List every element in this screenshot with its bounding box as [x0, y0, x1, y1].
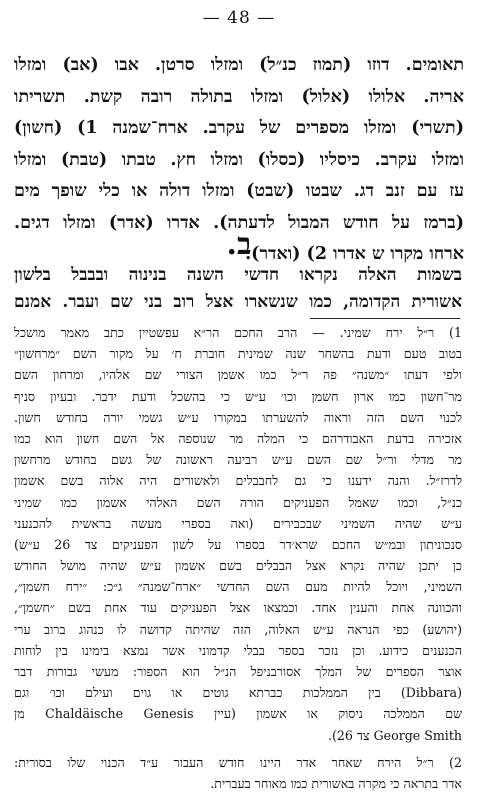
footnote-line: לכנוי השם הזה וראוה להשערתו במקורו ע״ש גשמי יורה בחודש חשון.: [14, 409, 462, 425]
footnote-line: ולפי דעתו ״משנה״ פה ר״ל כמו אשמן הצורי שם אלהיו, ומרחון השם: [14, 367, 462, 383]
footnote-line: והכוונה אחת והענין אחד. וכמצאו אצל הפעניקים עוד אחת בשם ״חשמן״,: [14, 600, 462, 616]
footnote-line: השמיני, ויוכל להיות מעם השם החדשי ״ארח־שמנה״ ג״כ: ״ירח חשמן״,: [14, 579, 462, 595]
section-heading: ב.: [226, 227, 252, 262]
footnote-line: סנכוניתון ובמ״ש החכם שרא׳דר בספרו על לשון הפעניקים צד 26 ע״ש): [14, 536, 462, 552]
footnote-line: 1) ר״ל ירח שמיני. — הרב החכם הר״א עפשטיין כתב מאמר מושכל: [14, 325, 462, 340]
text-line: ארחו מקרו ש אדרו 2) (ואדר).: [245, 244, 464, 264]
text-line: אשורית הקדומה, כמו שנשארו אצל רוב בני שם ועבר. אמנם: [14, 292, 462, 312]
footnote-line: הכנענים כידוע. וכן נזכר בספר בבלי קדמוני אשר נמצא בימינו בין לוחות: [14, 642, 462, 658]
footnote-line: מר־חשון כמו ארון חשמן וכו׳ ע״ש כי בהשכל ודעת ידבר. ובעיון סניף: [14, 388, 462, 404]
text-line: עז עם זנב דג. שבטו (שבט) ומזלו דולה או כלי שופך מים: [14, 181, 464, 201]
text-line: (ברמז על חודש המבול לדעתה). אדרו (אדר) ומזלו דגים.: [14, 212, 464, 233]
text-line: בשמות האלה נקראו חדשי השנה בנינוה ובבבל בלשון: [14, 265, 462, 285]
text-line: תאומים. דוזו (תמוז כנ״ל) ומזלו סרטן. אבו (אב) ומזלו: [14, 55, 464, 75]
footnote-divider: [310, 318, 460, 319]
text-line: ומזלו עקרב. כיסליו (כסלו) ומזלו חץ. טבתו (טבת) ומזלו: [14, 149, 464, 170]
footnote-line: 2) ר״ל הירח שאחר אדר היינו חודש העבור ע״ד הכנוי שלו בסורית:: [14, 754, 462, 770]
footnote-line: אזכירה בדעת האבודרהם כי המלה מר שנוספה אל השם חשון הוא כמו: [14, 430, 462, 446]
footnote-line: (Dibbara) בין הממלכות כברתא גוטים או גוים ועילם וכו׳ וגם: [14, 685, 462, 701]
footnotes: [14, 322, 462, 794]
footnote-line: ע״ש שהיה השמיני שבכבירים (ואה בספרי מעשה בראשית להכנעני: [14, 515, 462, 531]
footnote-line: אוצר הספרים של המלך אסורבניפל הנ״ל הוא הספור: מעשי גבורות דבר: [14, 664, 462, 679]
footnote-line: כן יתכן שהיה נקרא אצל הבבלים בשם אשמון ע״ש שהיה מושל החודש: [14, 558, 462, 574]
page-number: — 48 —: [202, 8, 276, 28]
footnote-line: בטוב טעם ודעת בהשחר שנה שמינית חוברת ח׳ על מקור השם ״מרחשון״: [14, 346, 462, 362]
footnote-line: (יהושע) כפי הנראה ע״ש האלוה, הזה שהיתה קדושה לו כנהוג ברוב ערי: [14, 621, 462, 637]
footnote-line: מר מדלי ור״ל שם השם ע״ש רביעה ראשונה של גשם בחודש מרחשון: [14, 452, 462, 468]
text-line: אריה. אלולו (אלול) ומזלו בתולה רובה קשת. תשריתו: [14, 86, 464, 107]
footnote-line: אדר בתראה כי מקרה באשורית כמו מאוחר בעברית.: [210, 775, 462, 791]
text-line: (תשרי) ומזלו מספרים של עקרב. ארח־שמנה 1) (חשון): [14, 118, 464, 138]
footnote-line: George Smith צד 26).: [327, 727, 462, 743]
footnote-line: שם הממלכה ניסוק או אשמון (עיין Chaldäische Genesis מן: [14, 706, 462, 722]
footnote-line: לדרז״ל. והנה ידענו כי גם לחבבלים ולאשורים היה אלוה בשם אשמון: [14, 473, 462, 489]
section-intro: [14, 262, 462, 316]
footnote-line: כנ״ל, וכמו שאמל הפעניקים הורה השם האלהי אשמון כמו שמיני: [14, 494, 462, 510]
